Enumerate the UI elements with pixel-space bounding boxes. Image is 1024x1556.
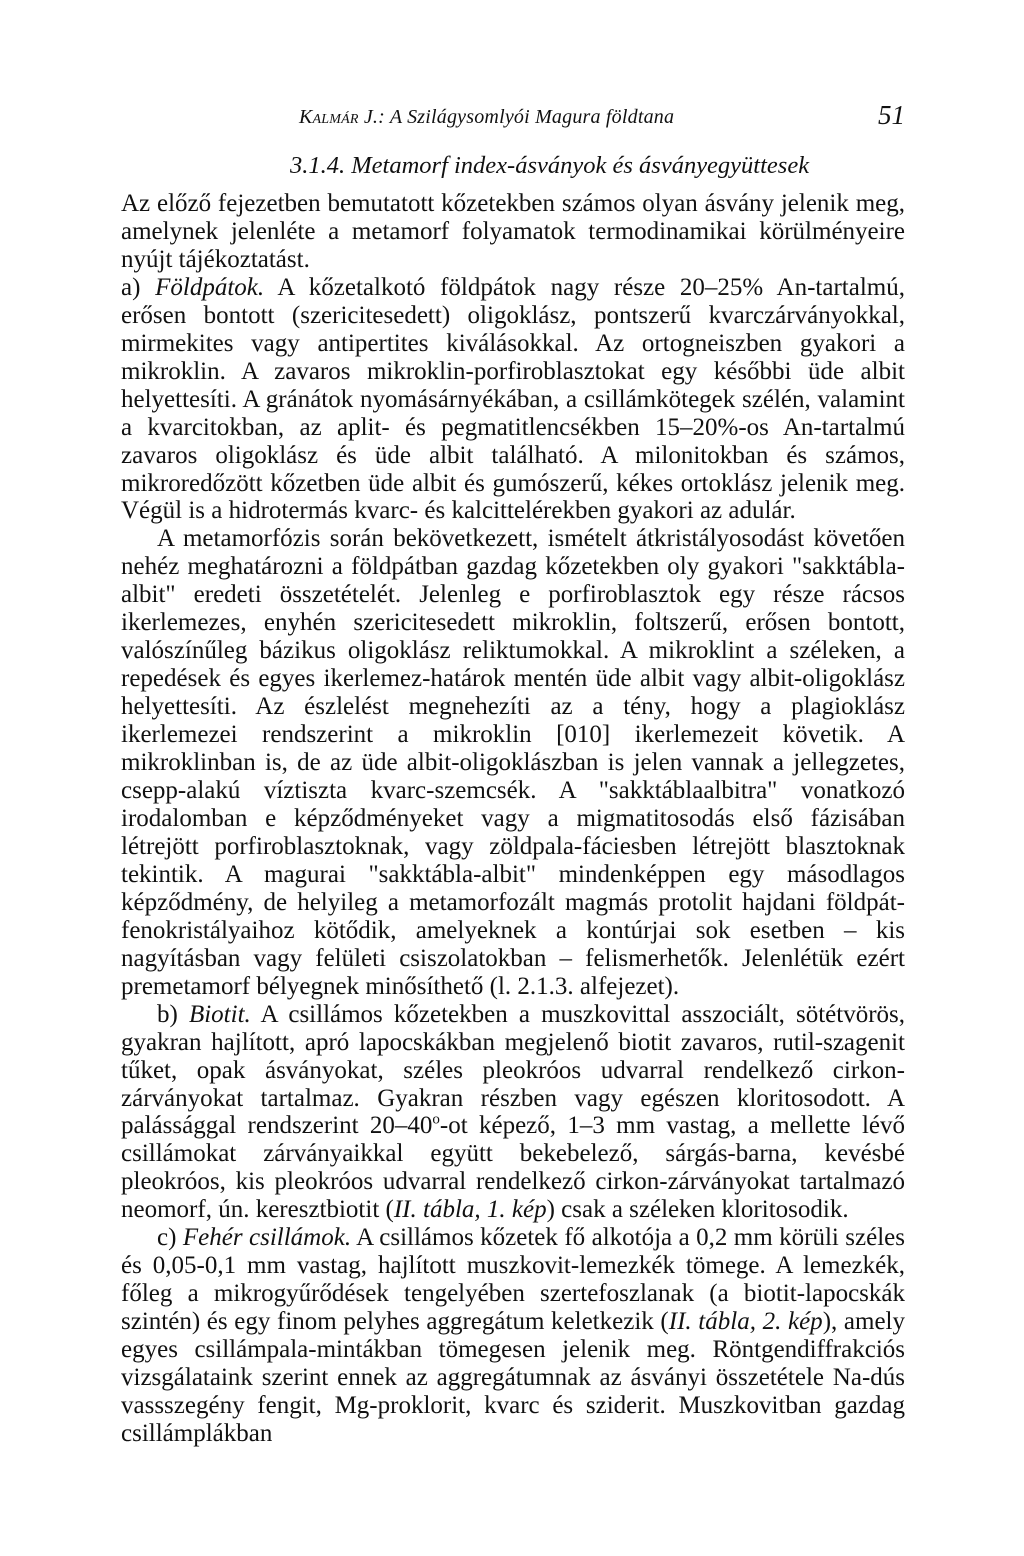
biotite-paragraph (121, 1001, 905, 1225)
item-prefix: b) (157, 1000, 189, 1028)
chessboard-albite-paragraph: A metamorfózis során bekövetkezett, ismételt átkristályosodást követően nehéz meghatározni a földpátban gazdag kőzetekben oly gyakori "sakktábla-albit" eredeti összetételét. Jelenleg e porfiroblasztok egy része rácsos ikerlemezes, enyhén szericitesedett mikroklin, foltszerű, erősen bontott, valószínűleg bázikus oligoklász reliktumokkal. A mikroklint a széleken, a repedések és egyes ikerlemez-határok mentén üde albit vagy albit-oligoklász helyettesíti. Az észlelést megnehezíti az a tény, hogy a plagioklász ikerlemezei rendszerint a mikroklin [010] ikerlemezeit követik. A mikroklinban is, de az üde albit-oligoklászban is jelen vannak a jellegzetes, csepp-alakú víztiszta kvarc-szemcsék. A "sakktáblaalbitra" vonatkozó irodalomban e képződményeket vagy a migmatitosodás első fázisában létrejött porfiroblasztoknak, vagy zöldpala-fáciesben létrejött blasztoknak tekintik. A magurai "sakktábla-albit" mindenképpen egy másodlagos képződmény, de helyileg a metamorfozált magmás protolit hajdani földpát-fenokristályaihoz kötődik, amelyeknek a kontúrjai sok esetben – kis nagyításban vagy felületi csiszolatokban – felismerhetők. Jelenlétük ezért premetamorf bélyegnek minősíthető (l. 2.1.3. alfejezet). (121, 525, 905, 1000)
white-mica-text-part-2: ), amely egyes csillámpala-mintákban tömegesen jelenik meg. Röntgendiffrakciós vizsgálataink szerint ennek az aggregátumnak az ásványi összetétele Na-dús vassszegény fengit, Mg-proklorit, kvarc és sziderit. Muszkovitban gazdag csillámplákban (121, 1308, 905, 1447)
body-text (121, 190, 905, 1448)
biotite-text-part-3: ) csak a széleken kloritosodik. (546, 1196, 849, 1224)
item-prefix: a) (121, 273, 156, 301)
running-title (299, 106, 674, 129)
degree-mark: o (432, 1112, 440, 1129)
author-name: Kalmár J. (299, 106, 379, 128)
white-mica-paragraph (121, 1224, 905, 1448)
feldspar-paragraph (121, 274, 905, 526)
biotite-label: Biotit. (188, 1000, 251, 1028)
page-number: 51 (878, 100, 905, 130)
feldspar-text: A kőzetalkotó földpátok nagy része 20–25% An-tartalmú, erősen bontott (szericitesedett) oligoklász, pontszerű kvarczárványokkal, mirmekites vagy antipertites kiválásokkal. Az ortogneiszben gyakori a mikroklin. A zavaros mikroklin-porfiroblasztokat egy későbbi üde albit helyettesíti. A gránátok nyomásárnyékában, a csillámkötegek szélén, valamint a kvarcitokban, az aplit- és pegmatitlencsékben 15–20%-os An-tartalmú zavaros oligoklász és üde albit található. A milonitokban és számos, mikroredőzött kőzetben üde albit és gumószerű, kékes ortoklász jelenik meg. Végül is a hidrotermás kvarc- és kalcittelérekben gyakori az adulár. (121, 273, 905, 525)
white-mica-text-part-1: A csillámos kőzetek fő alkotója a 0,2 mm körüli széles és 0,05-0,1 mm vastag, hajlított muszkovit-lemezkék tömege. A lemezkék, főleg a mikrogyűrődések tengelyében szertefoszlanak (a biotit-lapocskák szintén) és egy finom pelyhes aggregátum keletkezik ( (121, 1224, 905, 1336)
running-header (121, 100, 905, 140)
biotite-text-part-2: -ot képező, 1–3 mm vastag, a mellette lévő csillámokat zárványaikkal együtt bekebelező, sárgás-barna, kevésbé pleokróos, kis pleokróos udvarral rendelkező cirkon-zárványokat tartalmazó neomorf, ún. keresztbiotit ( (121, 1112, 905, 1224)
biotite-text-part-1: A csillámos kőzetekben a muszkovittal asszociált, sötétvörös, gyakran hajlított, apró lapocskákban megjelenő biotit zavaros, rutil-szagenit tűket, opak ásványokat, széles pleokróos udvarral rendelkező cirkon-zárványokat tartalmaz. Gyakran részben vagy egészen kloritosodott. A palássággal rendszerint 20–40 (121, 1000, 905, 1140)
item-prefix: c) (157, 1224, 183, 1252)
section-heading: 3.1.4. Metamorf index-ásványok és ásványegyüttesek (290, 152, 810, 179)
intro-paragraph: Az előző fejezetben bemutatott kőzetekben számos olyan ásvány jelenik meg, amelynek jelenléte a metamorf folyamatok termodinamikai körülményeire nyújt tájékoztatást. (121, 190, 905, 273)
white-mica-label: Fehér csillámok. (182, 1224, 352, 1252)
journal-title: : A Szilágysomlyói Magura földtana (378, 106, 675, 128)
plate-reference: II. tábla, 2. kép (668, 1308, 823, 1336)
feldspar-label: Földpátok. (155, 273, 265, 301)
plate-reference: II. tábla, 1. kép (393, 1196, 547, 1224)
